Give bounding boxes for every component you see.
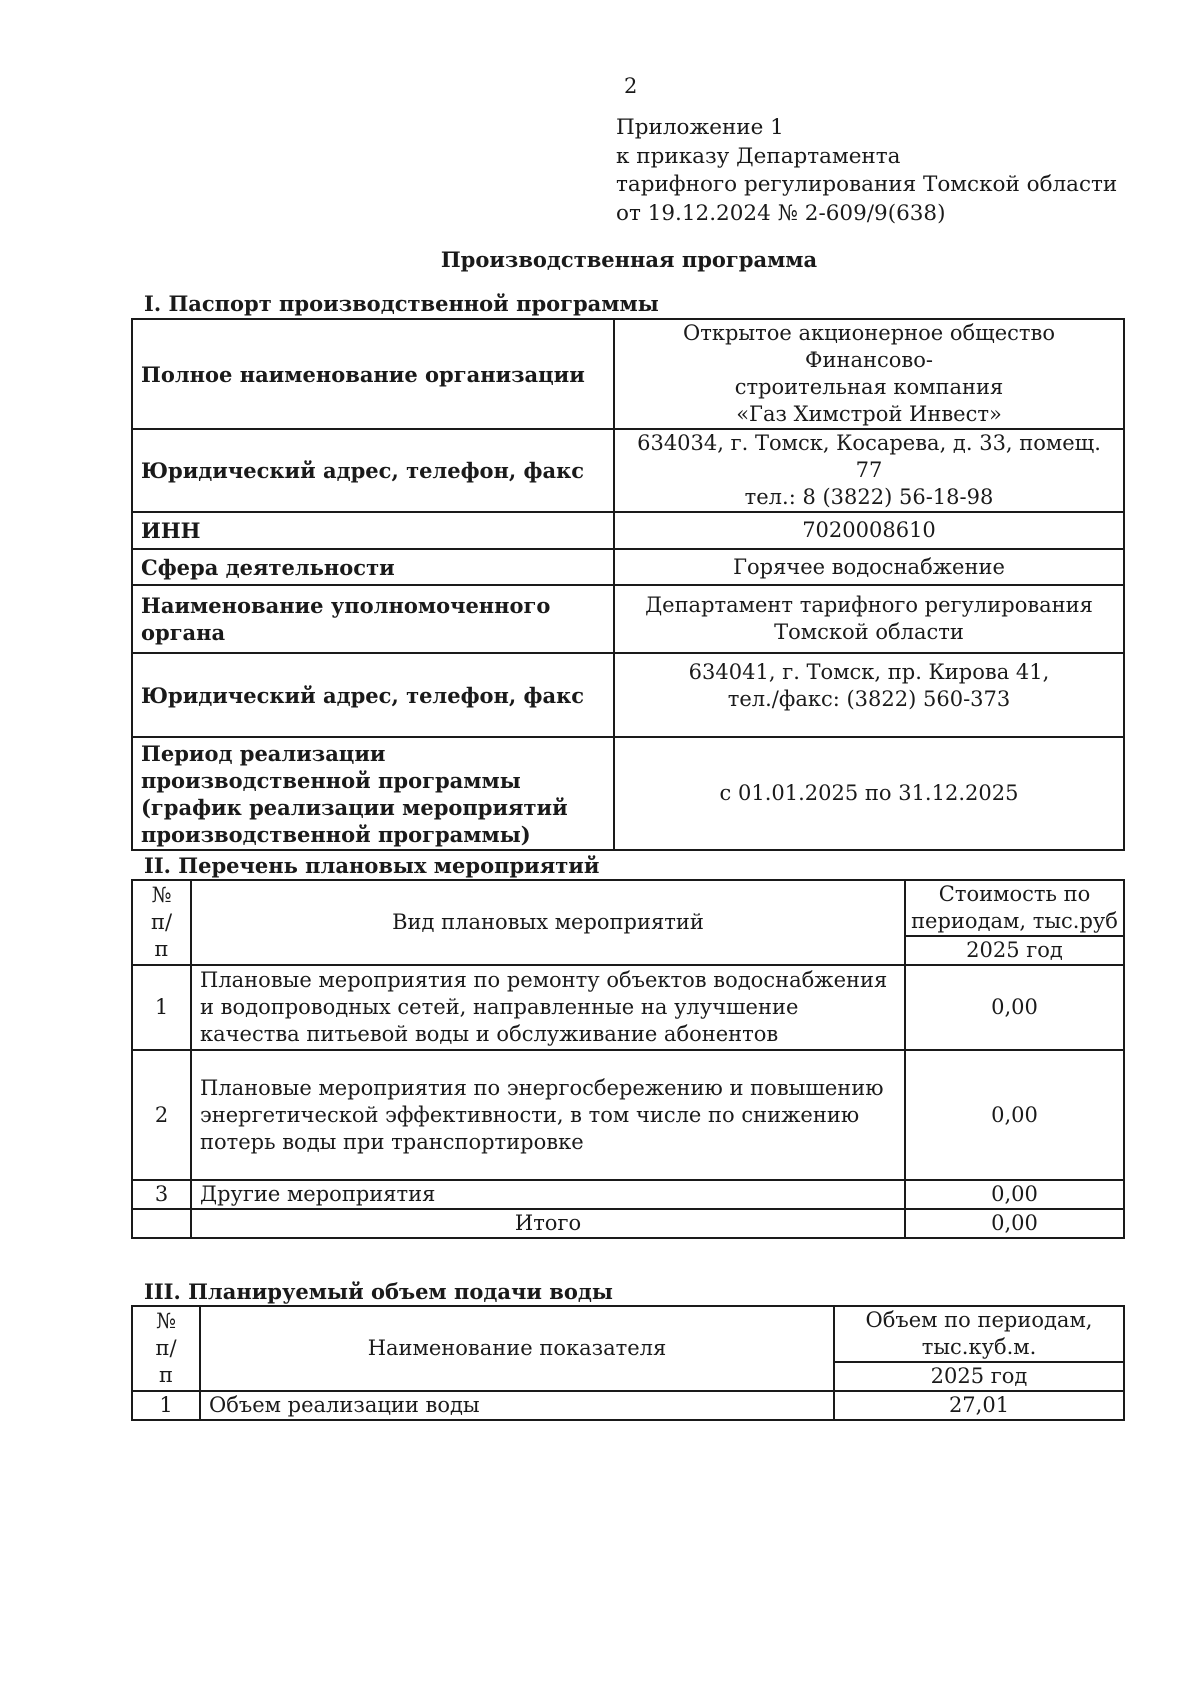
value-line: тел./факс: (3822) 560-373 xyxy=(727,687,1011,711)
total-value: 0,00 xyxy=(905,1209,1124,1238)
table-row xyxy=(132,965,1124,1050)
row-num: 1 xyxy=(132,965,191,1050)
value-line: 634041, г. Томск, пр. Кирова 41, xyxy=(688,660,1050,684)
passport-label: ИНН xyxy=(132,512,614,549)
table-row xyxy=(132,429,1124,512)
table-row xyxy=(132,549,1124,585)
row-name: Объем реализации воды xyxy=(200,1391,834,1420)
value-line: Горячее водоснабжение xyxy=(733,554,1005,579)
appendix-block xyxy=(616,114,1117,228)
header-volume: Объем по периодам, тыс.куб.м. xyxy=(834,1306,1124,1362)
table-row xyxy=(132,653,1124,737)
value-line: 634034, г. Томск, Косарева, д. 33, помещ. 77 xyxy=(637,431,1101,482)
passport-value xyxy=(614,429,1124,512)
table-row xyxy=(132,1391,1124,1420)
document-title: Производственная программа xyxy=(440,247,818,272)
row-value: 0,00 xyxy=(905,1050,1124,1180)
value-line: Открытое акционерное общество Финансово- xyxy=(683,321,1055,372)
passport-label: Юридический адрес, телефон, факс xyxy=(132,653,614,737)
value-line: Департамент тарифного регулирования xyxy=(645,593,1093,617)
passport-value xyxy=(614,737,1124,850)
row-num: 1 xyxy=(132,1391,200,1420)
total-label: Итого xyxy=(191,1209,905,1238)
appendix-line: Приложение 1 xyxy=(616,115,784,140)
passport-value xyxy=(614,585,1124,653)
row-value: 0,00 xyxy=(905,965,1124,1050)
passport-label: Наименование уполномоченного органа xyxy=(132,585,614,653)
total-num xyxy=(132,1209,191,1238)
section3-title: III. Планируемый объем подачи воды xyxy=(144,1279,613,1304)
header-cost: Стоимость по периодам, тыс.руб xyxy=(905,880,1124,936)
value-line: тел.: 8 (3822) 56-18-98 xyxy=(744,485,994,509)
page-number: 2 xyxy=(624,74,638,98)
table-header-row xyxy=(132,1306,1124,1362)
volume-table xyxy=(131,1305,1125,1421)
passport-label: Период реализации производственной программы (график реализации мероприятий производственной программы) xyxy=(132,737,614,850)
row-num: 2 xyxy=(132,1050,191,1180)
measures-table xyxy=(131,879,1125,1239)
header-year: 2025 год xyxy=(905,936,1124,965)
table-row xyxy=(132,1180,1124,1209)
row-num: 3 xyxy=(132,1180,191,1209)
header-num: № п/п xyxy=(132,880,191,965)
header-name: Наименование показателя xyxy=(200,1306,834,1391)
header-num: № п/п xyxy=(132,1306,200,1391)
row-value: 0,00 xyxy=(905,1180,1124,1209)
value-line: с 01.01.2025 по 31.12.2025 xyxy=(719,781,1019,805)
passport-label: Сфера деятельности xyxy=(132,549,614,585)
section2-title: II. Перечень плановых мероприятий xyxy=(144,853,600,878)
row-name: Плановые мероприятия по энергосбережению и повышению энергетической эффективности, в том числе по снижению потерь воды при транспортировке xyxy=(191,1050,905,1180)
passport-label: Юридический адрес, телефон, факс xyxy=(132,429,614,512)
passport-value xyxy=(614,653,1124,737)
row-value: 27,01 xyxy=(834,1391,1124,1420)
table-row xyxy=(132,1050,1124,1180)
passport-value xyxy=(614,549,1124,585)
value-line: Томской области xyxy=(774,620,964,644)
row-name: Другие мероприятия xyxy=(191,1180,905,1209)
value-line: строительная компания xyxy=(734,375,1004,399)
passport-value xyxy=(614,512,1124,549)
table-row xyxy=(132,737,1124,850)
section1-title: I. Паспорт производственной программы xyxy=(144,291,659,316)
passport-table xyxy=(131,318,1125,851)
appendix-line: к приказу Департамента xyxy=(616,143,901,169)
passport-label: Полное наименование организации xyxy=(132,319,614,429)
header-name: Вид плановых мероприятий xyxy=(191,880,905,965)
appendix-line: тарифного регулирования Томской области xyxy=(616,172,1118,197)
table-row xyxy=(132,512,1124,549)
header-year: 2025 год xyxy=(834,1362,1124,1391)
value-line: «Газ Химстрой Инвест» xyxy=(736,402,1002,426)
table-row xyxy=(132,585,1124,653)
row-name: Плановые мероприятия по ремонту объектов водоснабжения и водопроводных сетей, направленные на улучшение качества питьевой воды и обслуживание абонентов xyxy=(191,965,905,1050)
table-row xyxy=(132,319,1124,429)
appendix-line: от 19.12.2024 № 2-609/9(638) xyxy=(616,200,946,226)
table-header-row xyxy=(132,880,1124,936)
passport-value xyxy=(614,319,1124,429)
table-total-row xyxy=(132,1209,1124,1238)
value-line: 7020008610 xyxy=(802,518,936,542)
